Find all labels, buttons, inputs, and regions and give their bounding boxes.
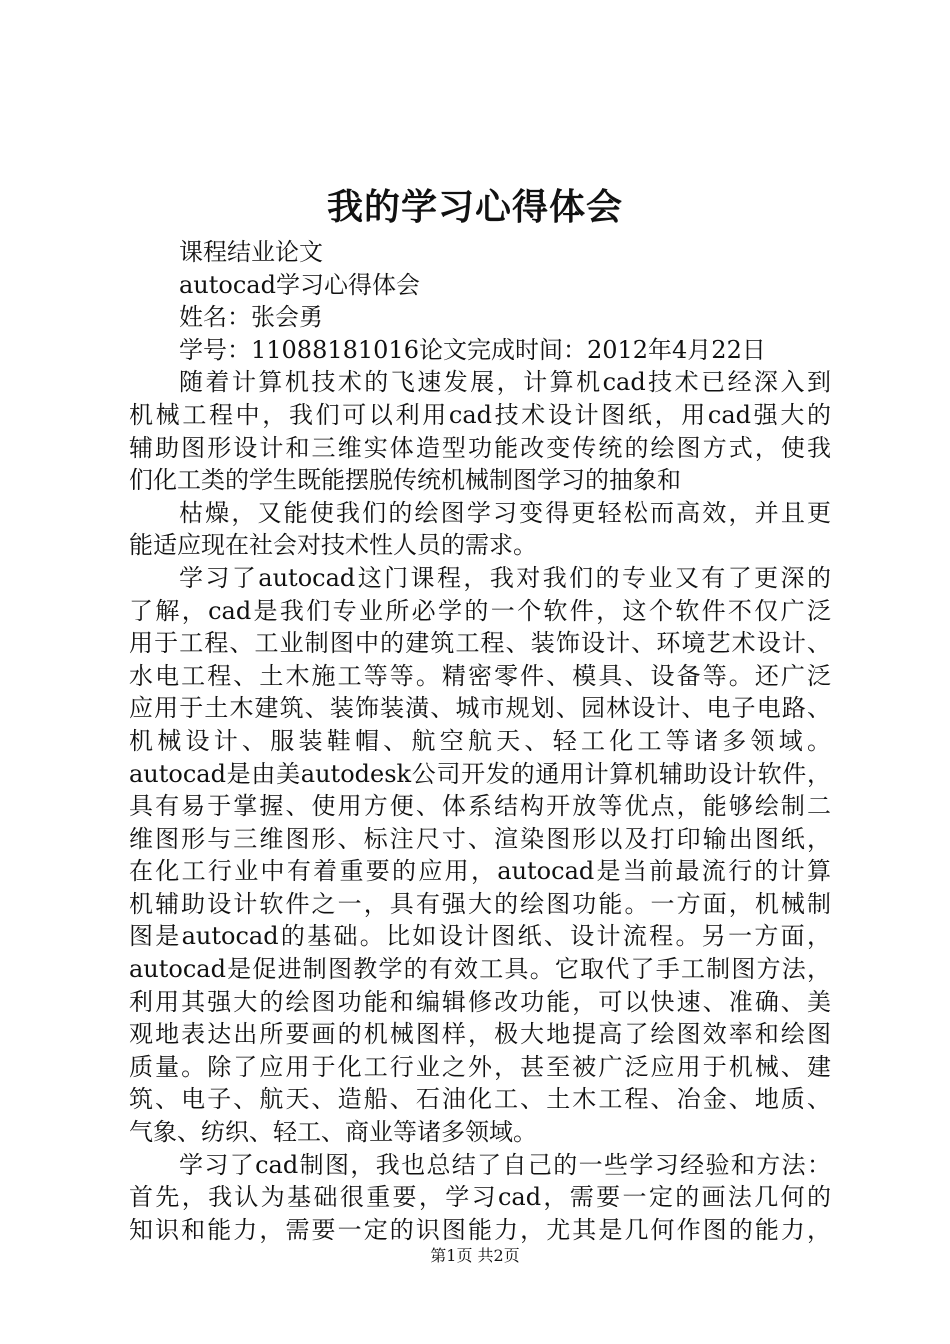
paragraph-line: 学习了cad制图，我也总结了自己的一些学习经验和方法：: [179, 1150, 831, 1179]
paragraph-line: 了解，cad是我们专业所必学的一个软件，这个软件不仅广泛: [129, 596, 831, 625]
paragraph-line: 维图形与三维图形、标注尺寸、渲染图形以及打印输出图纸，: [129, 824, 831, 853]
paragraph-line: 机械工程中，我们可以利用cad技术设计图纸，用cad强大的: [129, 400, 831, 429]
header-line-subject: autocad学习心得体会: [179, 270, 420, 299]
paragraph-line: 质量。除了应用于化工行业之外，甚至被广泛应用于机械、建: [129, 1052, 831, 1081]
paragraph-line: 应用于土木建筑、装饰装潢、城市规划、园林设计、电子电路、: [129, 694, 831, 723]
paragraph-line: 筑、电子、航天、造船、石油化工、土木工程、冶金、地质、: [129, 1085, 831, 1114]
paragraph-line: 图是autocad的基础。比如设计图纸、设计流程。另一方面，: [129, 922, 831, 951]
page-footer: 第1页 共2页: [430, 1246, 520, 1265]
paragraph-line: 学习了autocad这门课程，我对我们的专业又有了更深的: [179, 563, 831, 592]
paragraph-line: 们化工类的学生既能摆脱传统机械制图学习的抽象和: [129, 466, 681, 495]
document-title: 我的学习心得体会: [326, 186, 623, 228]
paragraph-line: 机辅助设计软件之一，具有强大的绘图功能。一方面，机械制: [129, 889, 831, 918]
header-line-course: 课程结业论文: [179, 238, 323, 266]
paragraph-line: 辅助图形设计和三维实体造型功能改变传统的绘图方式，使我: [129, 433, 831, 462]
paragraph-line: 知识和能力，需要一定的识图能力，尤其是几何作图的能力，: [129, 1215, 831, 1244]
paragraph-line: 能适应现在社会对技术性人员的需求。: [129, 531, 537, 560]
paragraph-line: 利用其强大的绘图功能和编辑修改功能，可以快速、准确、美: [129, 987, 831, 1016]
header-line-name: 姓名：张会勇: [179, 303, 323, 332]
paragraph-line: autocad是促进制图教学的有效工具。它取代了手工制图方法，: [129, 955, 831, 984]
paragraph-line: 水电工程、土木施工等等。精密零件、模具、设备等。还广泛: [129, 661, 831, 690]
paragraph-line: 具有易于掌握、使用方便、体系结构开放等优点，能够绘制二: [129, 792, 831, 821]
paragraph-line: 气象、纺织、轻工、商业等诸多领域。: [129, 1118, 537, 1147]
paragraph-line: 机械设计、服装鞋帽、航空航天、轻工化工等诸多领域。: [129, 726, 831, 755]
paragraph-line: 观地表达出所要画的机械图样，极大地提高了绘图效率和绘图: [129, 1020, 831, 1049]
paragraph-line: 用于工程、工业制图中的建筑工程、装饰设计、环境艺术设计、: [129, 629, 831, 658]
paragraph-line: 枯燥，又能使我们的绘图学习变得更轻松而高效，并且更: [179, 498, 831, 527]
paragraph-line: 首先，我认为基础很重要，学习cad，需要一定的画法几何的: [129, 1183, 831, 1212]
document-body: [129, 236, 831, 1246]
paragraph-line: 在化工行业中有着重要的应用，autocad是当前最流行的计算: [129, 857, 831, 886]
paragraph-line: 随着计算机技术的飞速发展，计算机cad技术已经深入到: [179, 368, 831, 397]
paragraph-line: autocad是由美autodesk公司开发的通用计算机辅助设计软件，: [129, 759, 831, 788]
header-line-student-id: 学号：11088181016论文完成时间：2012年4月22日: [179, 335, 766, 364]
